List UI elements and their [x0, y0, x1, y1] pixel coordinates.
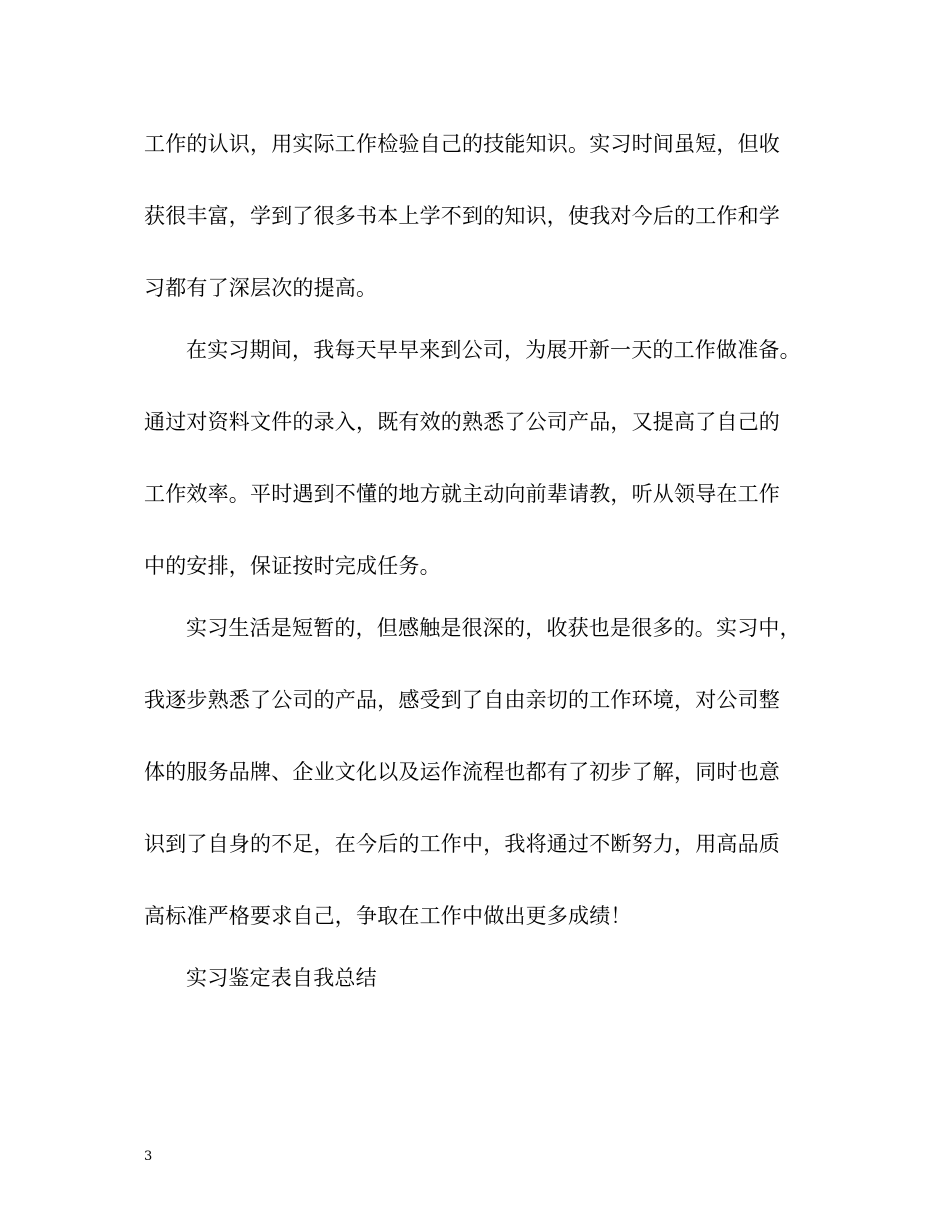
text-line: 获很丰富，学到了很多书本上学不到的知识，使我对今后的工作和学 — [144, 204, 780, 228]
text-line: 高标准严格要求自己，争取在工作中做出更多成绩！ — [144, 904, 632, 928]
page-number: 3 — [144, 1149, 153, 1164]
section-heading: 实习鉴定表自我总结 — [186, 966, 377, 990]
paragraph-first-line: 实习生活是短暂的，但感触是很深的，收获也是很多的。实习中， — [186, 616, 801, 640]
text-line: 中的安排，保证按时完成任务。 — [144, 554, 441, 578]
text-line: 通过对资料文件的录入，既有效的熟悉了公司产品，又提高了自己的 — [144, 410, 780, 434]
text-line: 体的服务品牌、企业文化以及运作流程也都有了初步了解，同时也意 — [144, 760, 780, 784]
text-line: 识到了自身的不足，在今后的工作中，我将通过不断努力，用高品质 — [144, 832, 780, 856]
text-line: 我逐步熟悉了公司的产品，感受到了自由亲切的工作环境，对公司整 — [144, 688, 780, 712]
text-line: 工作效率。平时遇到不懂的地方就主动向前辈请教，听从领导在工作 — [144, 482, 780, 506]
text-line: 工作的认识，用实际工作检验自己的技能知识。实习时间虽短，但收 — [144, 132, 780, 156]
paragraph-first-line: 在实习期间，我每天早早来到公司，为展开新一天的工作做准备。 — [186, 338, 801, 362]
text-line: 习都有了深层次的提高。 — [144, 276, 378, 300]
